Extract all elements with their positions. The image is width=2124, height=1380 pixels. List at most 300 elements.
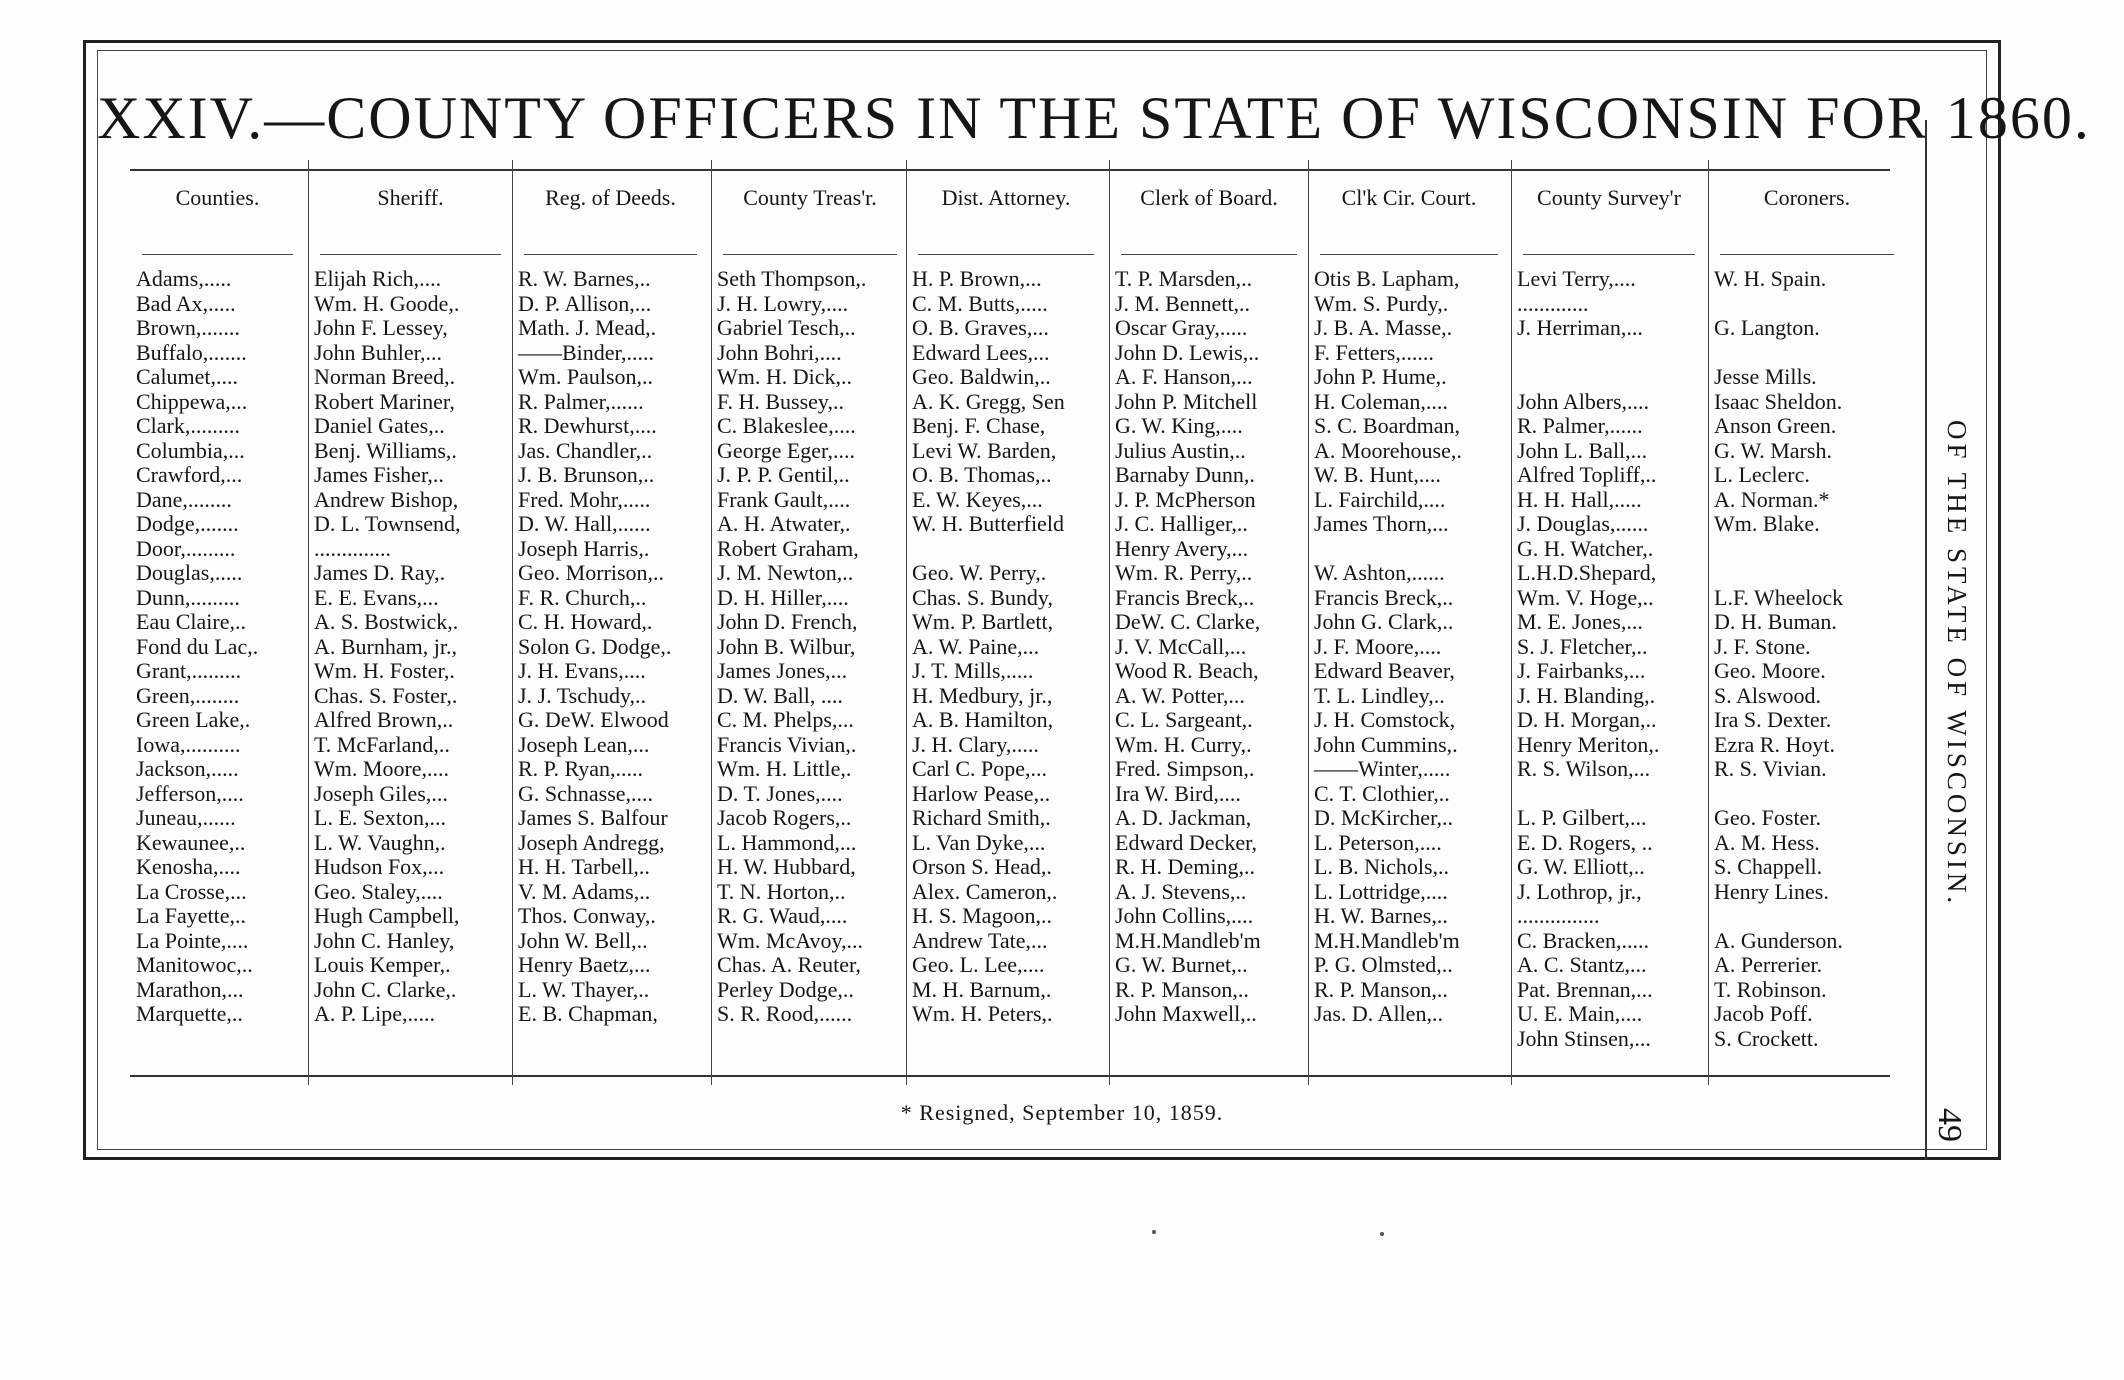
- table-cell: C. H. Howard,.: [518, 610, 653, 634]
- table-cell: S. Chappell.: [1714, 855, 1823, 879]
- table-cell: L. Van Dyke,...: [912, 830, 1046, 855]
- column-header: County Treas'r.: [743, 185, 877, 210]
- table-cell: Wm. Paulson,..: [518, 365, 654, 389]
- table-cell: [1708, 537, 1906, 562]
- table-cell: G. Schnasse,....: [518, 781, 654, 806]
- table-cell: John C. Hanley,: [314, 928, 455, 953]
- table-cell: H. H. Hall,.....: [1517, 487, 1642, 512]
- table-cell: W. H. Butterfield: [912, 512, 1064, 536]
- table-cell: J. T. Mills,.....: [912, 659, 1034, 683]
- table-cell: C. T. Clothier,..: [1314, 781, 1450, 806]
- table-cell: Ezra R. Hoyt.: [1714, 732, 1835, 757]
- table-cell: Green,........: [136, 683, 240, 708]
- table-cell: Hudson Fox,...: [314, 855, 445, 879]
- table-cell: Otis B. Lapham,: [1314, 267, 1460, 291]
- column-header: County Survey'r: [1537, 185, 1681, 210]
- table-cell: G. W. Elliott,..: [1517, 855, 1645, 879]
- table-cell: Fond du Lac,.: [136, 634, 259, 659]
- table-cell: Francis Breck,..: [1314, 585, 1454, 610]
- table-cell: C. M. Phelps,...: [717, 708, 854, 732]
- table-cell: Daniel Gates,..: [314, 414, 445, 438]
- table-cell: Geo. L. Lee,....: [912, 953, 1045, 977]
- table-cell: J. F. Moore,....: [1314, 634, 1442, 659]
- table-cell: John C. Clarke,.: [314, 977, 457, 1002]
- table-cell: L. Lottridge,....: [1314, 879, 1448, 904]
- table-cell: ——Binder,.....: [518, 340, 654, 365]
- table-cell: James D. Ray,.: [314, 561, 446, 585]
- table-cell: Levi Terry,....: [1517, 267, 1636, 291]
- table-cell: Jefferson,....: [136, 781, 244, 806]
- table-cell: L. Hammond,...: [717, 830, 857, 855]
- table-cell: John P. Mitchell: [1115, 389, 1258, 414]
- header-rule: [723, 254, 897, 255]
- table-cell: J. H. Lowry,....: [717, 291, 849, 316]
- table-cell: Jacob Rogers,..: [717, 806, 852, 830]
- table-cell: Buffalo,.......: [136, 340, 247, 365]
- table-cell: W. B. Hunt,....: [1314, 463, 1441, 487]
- table-cell: Francis Vivian,.: [717, 732, 857, 757]
- table-cell: Henry Meriton,.: [1517, 732, 1660, 757]
- table-cell: S. C. Boardman,: [1314, 414, 1461, 438]
- table-cell: Geo. Moore.: [1714, 659, 1826, 683]
- table-cell: Thos. Conway,.: [518, 904, 656, 928]
- table-cell: J. M. Newton,..: [717, 561, 854, 585]
- ink-spot: [1380, 1232, 1384, 1236]
- table-cell: John Stinsen,...: [1517, 1026, 1651, 1051]
- table-cell: Barnaby Dunn,.: [1115, 463, 1255, 487]
- table-cell: Andrew Tate,...: [912, 928, 1048, 953]
- table-cell: J. V. McCall,...: [1115, 634, 1247, 659]
- table-cell: Eau Claire,..: [136, 610, 246, 634]
- table-cell: H. Coleman,....: [1314, 389, 1448, 414]
- column-reg-of-deeds: [512, 170, 709, 1075]
- table-cell: John P. Hume,.: [1314, 365, 1447, 389]
- table-cell: C. Blakeslee,....: [717, 414, 856, 438]
- table-cell: Chas. S. Foster,.: [314, 683, 458, 708]
- table-cell: Chas. A. Reuter,: [717, 953, 861, 977]
- table-cell: T. P. Marsden,..: [1115, 267, 1253, 291]
- table-cell: J. H. Evans,....: [518, 659, 646, 683]
- table-cell: A. Perrerier.: [1714, 953, 1823, 977]
- table-cell: F. H. Bussey,..: [717, 389, 844, 414]
- table-cell: L.F. Wheelock: [1714, 585, 1844, 610]
- table-cell: James Thorn,...: [1314, 512, 1449, 536]
- table-cell: E. D. Rogers, ..: [1517, 830, 1653, 855]
- table-cell: Frank Gault,....: [717, 487, 851, 512]
- table-cell: J. C. Halliger,..: [1115, 512, 1248, 536]
- table-cell: Marquette,..: [136, 1002, 243, 1026]
- table-cell: T. N. Horton,..: [717, 879, 846, 904]
- table-cell: D. W. Hall,......: [518, 512, 651, 536]
- table-cell: R. P. Manson,..: [1314, 977, 1448, 1002]
- column-header: Dist. Attorney.: [941, 185, 1071, 210]
- table-cell: Wm. Moore,....: [314, 757, 450, 781]
- table-cell: Alfred Brown,..: [314, 708, 454, 732]
- table-cell: Wm. H. Goode,.: [314, 291, 460, 316]
- table-cell: Pat. Brennan,...: [1517, 977, 1653, 1002]
- table-cell: Iowa,..........: [136, 732, 241, 757]
- table-cell: R. S. Wilson,...: [1517, 757, 1651, 781]
- table-cell: L. Leclerc.: [1714, 463, 1810, 487]
- table-cell: Chas. S. Bundy,: [912, 585, 1053, 610]
- table-cell: John D. Lewis,..: [1115, 340, 1260, 365]
- table-cell: Columbia,...: [136, 438, 245, 463]
- table-cell: J. B. Brunson,..: [518, 463, 655, 487]
- table-cell: V. M. Adams,..: [518, 879, 651, 904]
- header-rule: [142, 254, 293, 255]
- page-number: 49: [1931, 1108, 1968, 1142]
- table-cell: P. G. Olmsted,..: [1314, 953, 1453, 977]
- header-rule: [524, 254, 697, 255]
- table-cell: [1511, 341, 1707, 366]
- table-cell: A. Burnham, jr.,: [314, 634, 457, 659]
- table-cell: S. R. Rood,......: [717, 1002, 853, 1026]
- table-cell: L. Peterson,....: [1314, 830, 1442, 855]
- table-cell: A. D. Jackman,: [1115, 806, 1252, 830]
- table-cell: J. Lothrop, jr.,: [1517, 879, 1642, 904]
- column-header: Clerk of Board.: [1140, 185, 1278, 210]
- table-cell: L. E. Sexton,...: [314, 806, 446, 830]
- table-cell: Henry Lines.: [1714, 879, 1829, 904]
- table-cell: J. P. P. Gentil,..: [717, 463, 850, 487]
- table-cell: Edward Lees,...: [912, 340, 1050, 365]
- table-cell: M.H.Mandleb'm: [1314, 928, 1460, 953]
- table-cell: D. T. Jones,....: [717, 781, 843, 806]
- table-cell: R. Palmer,......: [518, 389, 644, 414]
- table-cell: [1308, 537, 1510, 562]
- table-cell: Adams,.....: [136, 267, 232, 291]
- table-cell: A. C. Stantz,...: [1517, 953, 1647, 977]
- table-cell: D. H. Morgan,..: [1517, 708, 1657, 732]
- ink-spot: [1152, 1230, 1156, 1234]
- table-cell: Harlow Pease,..: [912, 781, 1051, 806]
- table-cell: S. Alswood.: [1714, 683, 1821, 708]
- table-cell: [906, 537, 1106, 562]
- table-cell: Geo. Staley,....: [314, 879, 443, 904]
- table-cell: E. E. Evans,...: [314, 585, 439, 610]
- table-cell: [1708, 782, 1906, 807]
- table-cell: John Bohri,....: [717, 340, 842, 365]
- table-cell: C. L. Sargeant,.: [1115, 708, 1253, 732]
- table-cell: Wm. McAvoy,...: [717, 928, 864, 953]
- table-cell: Wm. H. Curry,.: [1115, 732, 1252, 757]
- table-cell: L. W. Thayer,..: [518, 977, 650, 1002]
- table-cell: Wm. V. Hoge,..: [1517, 585, 1654, 610]
- table-cell: G. W. Burnet,..: [1115, 953, 1248, 977]
- table-cell: Alfred Topliff,..: [1517, 463, 1657, 487]
- table-cell: Wm. H. Peters,.: [912, 1002, 1053, 1026]
- table-cell: C. M. Butts,.....: [912, 291, 1048, 316]
- table-cell: Carl C. Pope,...: [912, 757, 1048, 781]
- header-rule: [320, 254, 501, 255]
- table-cell: W. H. Spain.: [1714, 267, 1827, 291]
- table-cell: H. Medbury, jr.,: [912, 683, 1053, 708]
- table-cell: Gabriel Tesch,..: [717, 316, 856, 340]
- table-cell: [1511, 782, 1707, 807]
- table-cell: Ira S. Dexter.: [1714, 708, 1832, 732]
- column-header: Cl'k Cir. Court.: [1341, 185, 1477, 210]
- table-cell: D. H. Hiller,....: [717, 585, 849, 610]
- table-cell: R. Palmer,......: [1517, 414, 1643, 438]
- table-cell: T. L. Lindley,..: [1314, 683, 1445, 708]
- header-rule: [1121, 254, 1297, 255]
- table-cell: Norman Breed,.: [314, 365, 456, 389]
- table-cell: W. Ashton,......: [1314, 561, 1445, 585]
- footnote: * Resigned, September 10, 1859.: [900, 1100, 1224, 1125]
- table-cell: Fred. Mohr,.....: [518, 487, 651, 512]
- table-cell: Francis Breck,..: [1115, 585, 1255, 610]
- table-cell: Bad Ax,.....: [136, 291, 236, 316]
- table-cell: [1511, 365, 1707, 390]
- table-cell: R. Dewhurst,....: [518, 414, 657, 438]
- table-cell: M. H. Barnum,.: [912, 977, 1052, 1002]
- table-cell: John L. Ball,...: [1517, 438, 1648, 463]
- table-cell: [1708, 904, 1906, 929]
- table-cell: Wm. H. Foster,.: [314, 659, 455, 683]
- table-cell: R. P. Manson,..: [1115, 977, 1249, 1002]
- table-cell: A. B. Hamilton,: [912, 708, 1054, 732]
- table-cell: L. P. Gilbert,...: [1517, 806, 1647, 830]
- table-cell: .............: [1517, 291, 1589, 316]
- column-header: Counties.: [175, 185, 260, 210]
- table-cell: Douglas,.....: [136, 561, 243, 585]
- table-cell: Juneau,......: [136, 806, 236, 830]
- table-cell: James S. Balfour: [518, 806, 668, 830]
- table-cell: Isaac Sheldon.: [1714, 389, 1843, 414]
- table-cell: J. H. Blanding,.: [1517, 683, 1656, 708]
- table-cell: G. DeW. Elwood: [518, 708, 669, 732]
- table-cell: H. W. Hubbard,: [717, 855, 856, 879]
- table-cell: ...............: [1517, 904, 1600, 928]
- table-cell: Benj. Williams,.: [314, 438, 457, 463]
- column-coroners: [1708, 170, 1906, 1075]
- table-cell: Dodge,.......: [136, 512, 239, 536]
- table-cell: R. S. Vivian.: [1714, 757, 1827, 781]
- table-cell: John W. Bell,..: [518, 928, 648, 953]
- table-cell: John Maxwell,..: [1115, 1002, 1257, 1026]
- table-cell: D. P. Allison,...: [518, 291, 652, 316]
- table-cell: Marathon,...: [136, 977, 244, 1002]
- table-cell: ..............: [314, 536, 391, 561]
- table-cell: Brown,.......: [136, 316, 240, 340]
- table-cell: La Pointe,....: [136, 928, 249, 953]
- table-cell: Crawford,...: [136, 463, 243, 487]
- table-cell: Orson S. Head,.: [912, 855, 1052, 879]
- table-cell: Jacob Poff.: [1714, 1002, 1813, 1026]
- table-cell: La Crosse,...: [136, 879, 247, 904]
- table-cell: F. R. Church,..: [518, 585, 647, 610]
- table-cell: Joseph Andregg,: [518, 830, 665, 855]
- table-cell: Perley Dodge,..: [717, 977, 854, 1002]
- table-cell: [1708, 341, 1906, 366]
- column-header: Coroners.: [1763, 185, 1851, 210]
- table-cell: M. E. Jones,...: [1517, 610, 1643, 634]
- table-cell: Wm. H. Little,.: [717, 757, 852, 781]
- table-cell: R. P. Ryan,.....: [518, 757, 644, 781]
- table-cell: G. H. Watcher,.: [1517, 536, 1654, 561]
- table-cell: A. W. Paine,...: [912, 634, 1040, 659]
- column-counties: [130, 170, 305, 1075]
- table-cell: H. P. Brown,...: [912, 267, 1042, 291]
- column-sheriff: [308, 170, 513, 1075]
- table-cell: A. F. Hanson,...: [1115, 365, 1253, 389]
- table-cell: John Cummins,.: [1314, 732, 1458, 757]
- table-cell: Dane,........: [136, 487, 232, 512]
- table-cell: A. K. Gregg, Sen: [912, 389, 1065, 414]
- table-cell: Levi W. Barden,: [912, 438, 1057, 463]
- table-cell: A. W. Potter,...: [1115, 683, 1245, 708]
- table-cell: Door,.........: [136, 536, 236, 561]
- table-cell: Fred. Simpson,.: [1115, 757, 1255, 781]
- table-cell: S. J. Fletcher,..: [1517, 634, 1648, 659]
- table-cell: Geo. Morrison,..: [518, 561, 665, 585]
- table-cell: Wood R. Beach,: [1115, 659, 1259, 683]
- table-cell: Robert Graham,: [717, 536, 859, 561]
- table-cell: Ira W. Bird,....: [1115, 781, 1241, 806]
- table-cell: A. H. Atwater,.: [717, 512, 851, 536]
- table-cell: S. Crockett.: [1714, 1026, 1819, 1051]
- table-cell: Manitowoc,..: [136, 953, 253, 977]
- table-cell: T. McFarland,..: [314, 732, 450, 757]
- header-rule: [1320, 254, 1498, 255]
- running-head: OF THE STATE OF WISCONSIN.: [1942, 420, 1972, 908]
- table-bottom-rule: [130, 1075, 1890, 1077]
- table-cell: Wm. H. Dick,..: [717, 365, 853, 389]
- table-cell: Kenosha,....: [136, 855, 241, 879]
- table-cell: Wm. Blake.: [1714, 512, 1820, 536]
- column-clerk-circuit-court: [1308, 170, 1510, 1075]
- table-cell: J. J. Tschudy,..: [518, 683, 647, 708]
- table-cell: John F. Lessey,: [314, 316, 448, 340]
- table-cell: J. B. A. Masse,.: [1314, 316, 1453, 340]
- table-cell: Jas. D. Allen,..: [1314, 1002, 1443, 1026]
- table-cell: John Albers,....: [1517, 389, 1649, 414]
- table-title: XXIV.—COUNTY OFFICERS IN THE STATE OF WISCONSIN FOR 1860.: [97, 85, 2091, 151]
- table-cell: Kewaunee,..: [136, 830, 246, 855]
- table-cell: [1708, 292, 1906, 317]
- table-cell: Joseph Lean,...: [518, 732, 650, 757]
- table-cell: Elijah Rich,....: [314, 267, 442, 291]
- table-cell: D. W. Ball, ....: [717, 683, 843, 708]
- table-cell: Anson Green.: [1714, 414, 1837, 438]
- table-cell: L. W. Vaughn,.: [314, 830, 446, 855]
- table-cell: Clark,.........: [136, 414, 240, 438]
- table-cell: Chippewa,...: [136, 389, 248, 414]
- table-cell: H. H. Tarbell,..: [518, 855, 650, 879]
- table-cell: A. M. Hess.: [1714, 830, 1820, 855]
- table-cell: John G. Clark,..: [1314, 610, 1454, 634]
- table-cell: Geo. W. Perry,.: [912, 561, 1047, 585]
- table-cell: E. W. Keyes,...: [912, 487, 1043, 512]
- table-cell: A. S. Bostwick,.: [314, 610, 459, 634]
- table-cell: R. H. Deming,..: [1115, 855, 1255, 879]
- table-cell: L. Fairchild,....: [1314, 487, 1446, 512]
- table-cell: Edward Beaver,: [1314, 659, 1455, 683]
- table-cell: R. W. Barnes,..: [518, 267, 651, 291]
- table-cell: A. J. Stevens,..: [1115, 879, 1247, 904]
- table-cell: Benj. F. Chase,: [912, 414, 1046, 438]
- column-header: Reg. of Deeds.: [545, 185, 676, 210]
- table-cell: T. Robinson.: [1714, 977, 1827, 1002]
- table-cell: James Fisher,..: [314, 463, 444, 487]
- table-cell: E. B. Chapman,: [518, 1002, 658, 1026]
- table-cell: J. H. Clary,.....: [912, 732, 1039, 757]
- table-cell: J. Fairbanks,...: [1517, 659, 1646, 683]
- column-header: Sheriff.: [377, 185, 444, 210]
- table-cell: Hugh Campbell,: [314, 904, 460, 928]
- table-cell: F. Fetters,......: [1314, 340, 1434, 365]
- table-cell: A. Moorehouse,.: [1314, 438, 1462, 463]
- table-cell: John D. French,: [717, 610, 858, 634]
- table-cell: Robert Mariner,: [314, 389, 455, 414]
- table-cell: Joseph Giles,...: [314, 781, 448, 806]
- table-cell: L.H.D.Shepard,: [1517, 561, 1657, 585]
- table-cell: G. W. Marsh.: [1714, 438, 1832, 463]
- table-cell: O. B. Graves,...: [912, 316, 1049, 340]
- table-cell: R. G. Waud,....: [717, 904, 848, 928]
- table-cell: James Jones,...: [717, 659, 848, 683]
- table-cell: Grant,.........: [136, 659, 242, 683]
- header-rule: [1523, 254, 1695, 255]
- table-cell: G. W. King,....: [1115, 414, 1243, 438]
- table-cell: Geo. Foster.: [1714, 806, 1821, 830]
- table-cell: Seth Thompson,.: [717, 267, 867, 291]
- column-district-attorney: [906, 170, 1106, 1075]
- table-cell: G. Langton.: [1714, 316, 1820, 340]
- table-cell: D. L. Townsend,: [314, 512, 461, 536]
- column-county-treasurer: [711, 170, 909, 1075]
- table-cell: Dunn,.........: [136, 585, 240, 610]
- table-cell: George Eger,....: [717, 438, 855, 463]
- table-cell: J. F. Stone.: [1714, 634, 1811, 659]
- table-cell: Henry Avery,...: [1115, 536, 1249, 561]
- table-cell: Jackson,.....: [136, 757, 239, 781]
- table-cell: Calumet,....: [136, 365, 239, 389]
- table-cell: J. Herriman,...: [1517, 316, 1643, 340]
- table-cell: L. B. Nichols,..: [1314, 855, 1450, 879]
- table-cell: Math. J. Mead,.: [518, 316, 657, 340]
- table-cell: Wm. R. Perry,..: [1115, 561, 1253, 585]
- table-cell: Richard Smith,.: [912, 806, 1051, 830]
- table-cell: Alex. Cameron,.: [912, 879, 1058, 904]
- table-cell: Solon G. Dodge,.: [518, 634, 672, 659]
- table-cell: [1708, 561, 1906, 586]
- table-cell: H. W. Barnes,..: [1314, 904, 1448, 928]
- table-cell: ——Winter,.....: [1314, 757, 1451, 781]
- table-cell: Edward Decker,: [1115, 830, 1258, 855]
- table-cell: Jesse Mills.: [1714, 365, 1817, 389]
- table-cell: John B. Wilbur,: [717, 634, 856, 659]
- table-cell: Henry Baetz,...: [518, 953, 651, 977]
- table-cell: Wm. P. Bartlett,: [912, 610, 1054, 634]
- table-cell: Green Lake,.: [136, 708, 251, 732]
- header-rule: [1720, 254, 1894, 255]
- side-margin-rule: [1925, 120, 1927, 1160]
- table-cell: Geo. Baldwin,..: [912, 365, 1051, 389]
- table-cell: J. M. Bennett,..: [1115, 291, 1251, 316]
- table-cell: J. Douglas,......: [1517, 512, 1649, 536]
- table-cell: M.H.Mandleb'm: [1115, 928, 1261, 953]
- header-rule: [918, 254, 1094, 255]
- table-cell: U. E. Main,....: [1517, 1002, 1643, 1026]
- column-clerk-of-board: [1109, 170, 1309, 1075]
- table-cell: Louis Kemper,.: [314, 953, 451, 977]
- table-cell: Joseph Harris,.: [518, 536, 650, 561]
- table-cell: DeW. C. Clarke,: [1115, 610, 1261, 634]
- table-cell: D. H. Buman.: [1714, 610, 1837, 634]
- column-county-surveyor: [1511, 170, 1707, 1075]
- table-cell: Jas. Chandler,..: [518, 438, 653, 463]
